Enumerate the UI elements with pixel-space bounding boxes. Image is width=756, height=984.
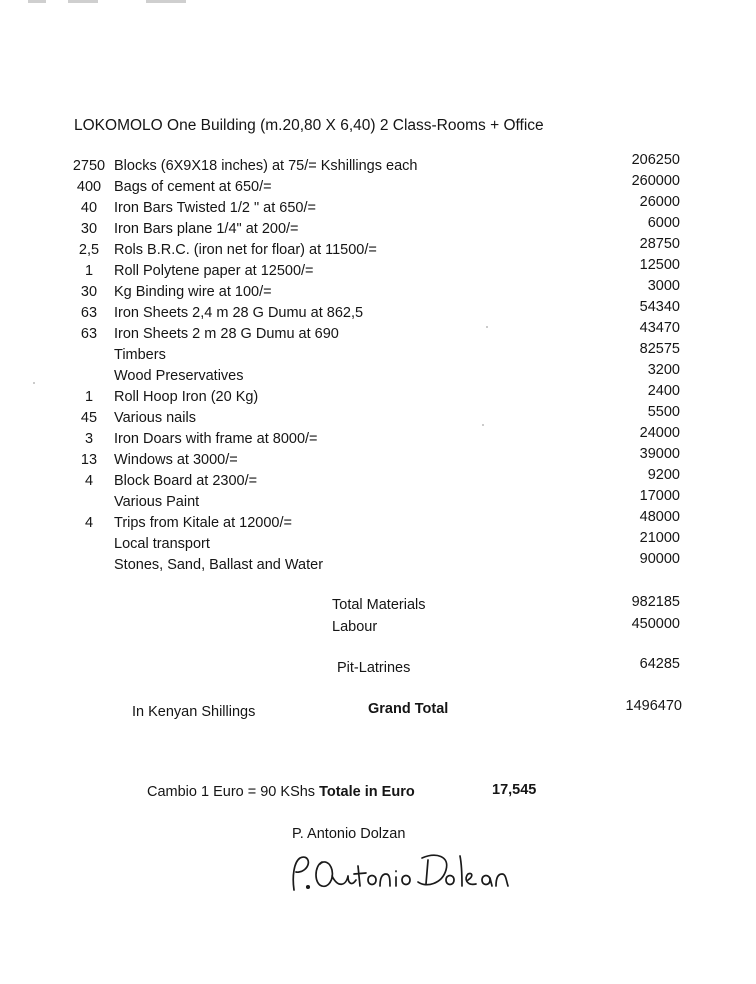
item-description: Iron Bars plane 1/4" at 200/=	[114, 221, 299, 237]
total-materials-amount: 982185	[631, 594, 680, 610]
item-amount: 26000	[639, 194, 680, 210]
item-quantity: 3	[84, 431, 94, 447]
item-description: Stones, Sand, Ballast and Water	[114, 557, 324, 573]
item-quantity: 2,5	[78, 242, 100, 258]
item-description: Bags of cement at 650/=	[114, 179, 272, 195]
item-description: Blocks (6X9X18 inches) at 75/= Kshillings each	[114, 158, 418, 174]
item-amount: 21000	[639, 530, 680, 546]
item-quantity: 40	[80, 200, 98, 216]
item-amount: 24000	[639, 425, 680, 441]
item-description: Kg Binding wire at 100/=	[114, 284, 272, 300]
item-description: Block Board at 2300/=	[114, 473, 258, 489]
scan-speck	[482, 424, 484, 426]
item-description: Local transport	[114, 536, 210, 552]
item-description: Various nails	[114, 410, 196, 426]
item-row	[0, 383, 756, 410]
item-quantity: 13	[80, 452, 98, 468]
item-description: Iron Sheets 2 m 28 G Dumu at 690	[114, 326, 339, 342]
item-quantity: 45	[80, 410, 98, 426]
item-amount: 3000	[647, 278, 680, 294]
euro-total: 17,545	[492, 782, 537, 798]
item-quantity: 4	[84, 515, 94, 531]
total-materials-label: Total Materials	[332, 597, 426, 613]
item-quantity: 1	[84, 389, 94, 405]
pit-latrines-amount: 64285	[639, 656, 680, 672]
item-quantity: 63	[80, 305, 98, 321]
item-description: Rols B.R.C. (iron net for floar) at 11500/=	[114, 242, 377, 258]
item-amount: 9200	[647, 467, 680, 483]
item-amount: 206250	[631, 152, 680, 168]
pit-latrines-label: Pit-Latrines	[337, 660, 411, 676]
currency-note: In Kenyan Shillings	[132, 704, 256, 720]
item-quantity: 30	[80, 221, 98, 237]
item-row	[0, 446, 756, 473]
item-amount: 2400	[647, 383, 680, 399]
item-amount: 5500	[647, 404, 680, 420]
item-amount: 28750	[639, 236, 680, 252]
document-title: LOKOMOLO One Building (m.20,80 X 6,40) 2 Class-Rooms + Office	[74, 117, 544, 134]
item-description: Iron Bars Twisted 1/2 " at 650/=	[114, 200, 316, 216]
item-amount: 39000	[639, 446, 680, 462]
exchange-rate-line	[147, 784, 415, 800]
item-quantity: 2750	[72, 158, 106, 174]
item-amount: 3200	[647, 362, 680, 378]
item-amount: 90000	[639, 551, 680, 567]
item-row	[0, 362, 756, 389]
item-row	[0, 257, 756, 284]
scan-speck	[486, 326, 488, 328]
item-description: Timbers	[114, 347, 166, 363]
materials-list	[0, 152, 756, 578]
item-amount: 48000	[639, 509, 680, 525]
item-amount: 17000	[639, 488, 680, 504]
item-amount: 12500	[639, 257, 680, 273]
item-description: Roll Hoop Iron (20 Kg)	[114, 389, 259, 405]
handwritten-signature	[286, 846, 526, 898]
grand-total-amount: 1496470	[625, 698, 682, 714]
item-amount: 43470	[639, 320, 680, 336]
item-amount: 260000	[631, 173, 680, 189]
grand-total-label: Grand Total	[368, 701, 449, 717]
item-description: Roll Polytene paper at 12500/=	[114, 263, 314, 279]
item-description: Iron Doars with frame at 8000/=	[114, 431, 318, 447]
scan-artifact	[28, 0, 208, 6]
item-quantity: 4	[84, 473, 94, 489]
labour-amount: 450000	[631, 616, 680, 632]
item-row	[0, 194, 756, 221]
item-quantity: 30	[80, 284, 98, 300]
labour-label: Labour	[332, 619, 378, 635]
item-amount: 6000	[647, 215, 680, 231]
item-description: Windows at 3000/=	[114, 452, 238, 468]
item-description: Iron Sheets 2,4 m 28 G Dumu at 862,5	[114, 305, 364, 321]
item-quantity: 400	[76, 179, 102, 195]
item-description: Wood Preservatives	[114, 368, 244, 384]
item-row	[0, 551, 756, 578]
item-quantity: 1	[84, 263, 94, 279]
item-description: Trips from Kitale at 12000/=	[114, 515, 292, 531]
item-row	[0, 341, 756, 368]
item-description: Various Paint	[114, 494, 200, 510]
totale-in-euro-label: Totale in Euro	[319, 784, 415, 800]
item-quantity: 63	[80, 326, 98, 342]
exchange-rate-text: Cambio 1 Euro = 90 KShs	[147, 784, 320, 800]
item-amount: 54340	[639, 299, 680, 315]
scan-speck	[33, 382, 35, 384]
item-amount: 82575	[639, 341, 680, 357]
signer-name: P. Antonio Dolzan	[292, 826, 406, 842]
